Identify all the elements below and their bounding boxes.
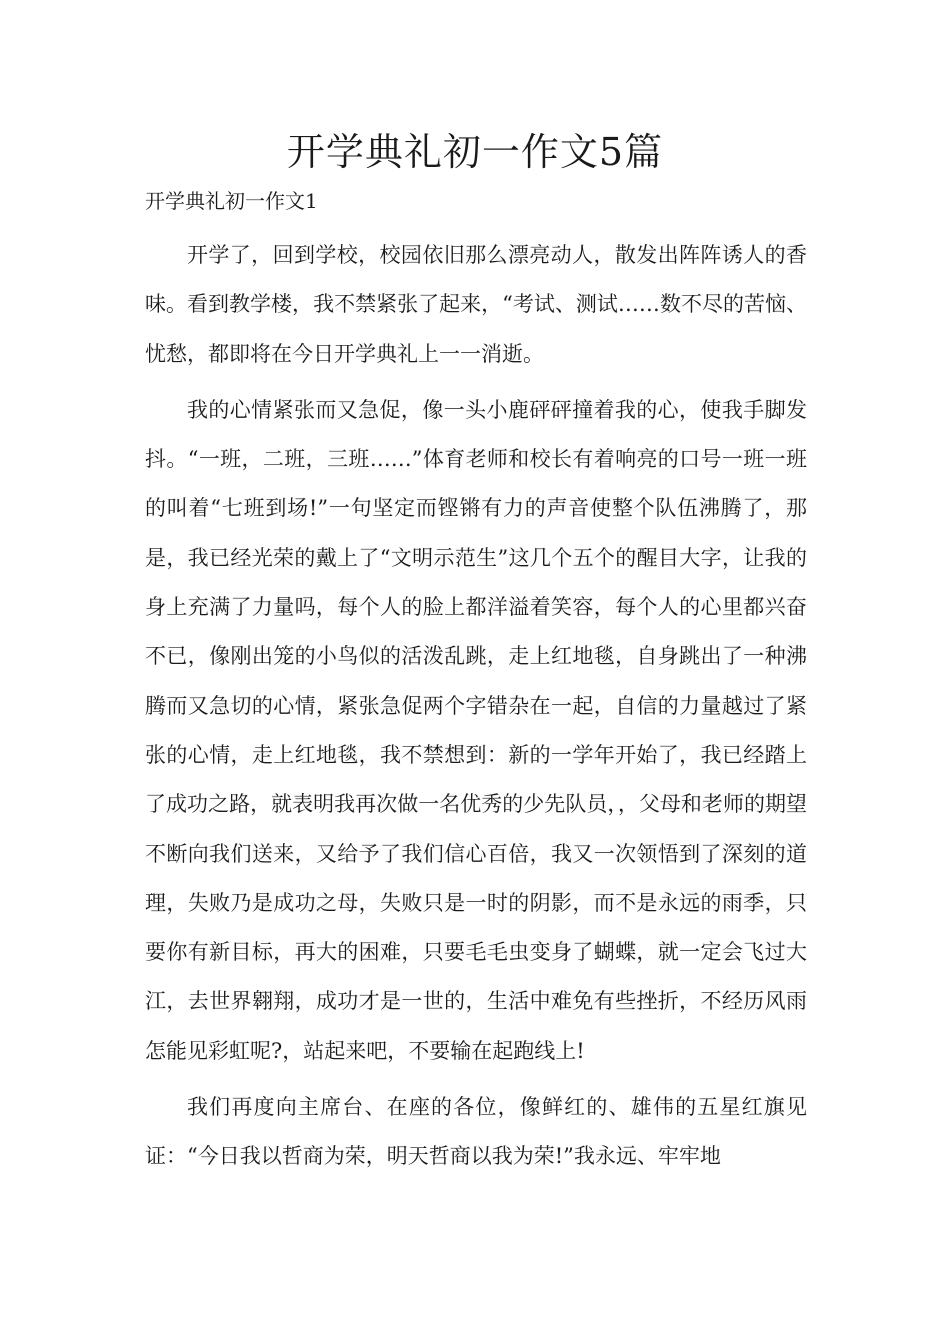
section-heading: 开学典礼初一作文1: [145, 189, 318, 213]
paragraph-1: 开学了，回到学校，校园依旧那么漂亮动人，散发出阵阵诱人的香味。看到教学楼，我不禁紧张了起来，“考试、测试……数不尽的苦恼、忧愁，都即将在今日开学典礼上一一消逝。: [145, 243, 807, 366]
document-body: [145, 231, 807, 1189]
paragraph-2: 我的心情紧张而又急促，像一头小鹿砰砰撞着我的心，使我手脚发抖。“一班，二班，三班……”体育老师和校长有着响亮的口号一班一班的叫着“七班到场!”一句坚定而铿锵有力的声音使整个队伍沸腾了，那是，我已经光荣的戴上了“文明示范生”这几个五个的醒目大字，让我的身上充满了力量吗，每个人的脸上都洋溢着笑容，每个人的心里都兴奋不已，像刚出笼的小鸟似的活泼乱跳，走上红地毯，自身跳出了一种沸腾而又急切的心情，紧张急促两个字错杂在一起，自信的力量越过了紧张的心情，走上红地毯，我不禁想到：新的一学年开始了，我已经踏上了成功之路，就表明我再次做一名优秀的少先队员，，父母和老师的期望不断向我们送来，又给予了我们信心百倍，我又一次领悟到了深刻的道理，失败乃是成功之母，失败只是一时的阴影，而不是永远的雨季，只要你有新目标，再大的困难，只要毛毛虫变身了蝴蝶，就一定会飞过大江，去世界翱翔，成功才是一世的，生活中难免有些挫折，不经历风雨怎能见彩虹呢?，站起来吧，不要输在起跑线上!: [145, 397, 807, 1063]
document-title: 开学典礼初一作文5篇: [286, 130, 664, 174]
paragraph-3: 我们再度向主席台、在座的各位，像鲜红的、雄伟的五星红旗见证：“今日我以哲商为荣，明天哲商以我为荣!”我永远、牢牢地: [145, 1095, 807, 1169]
